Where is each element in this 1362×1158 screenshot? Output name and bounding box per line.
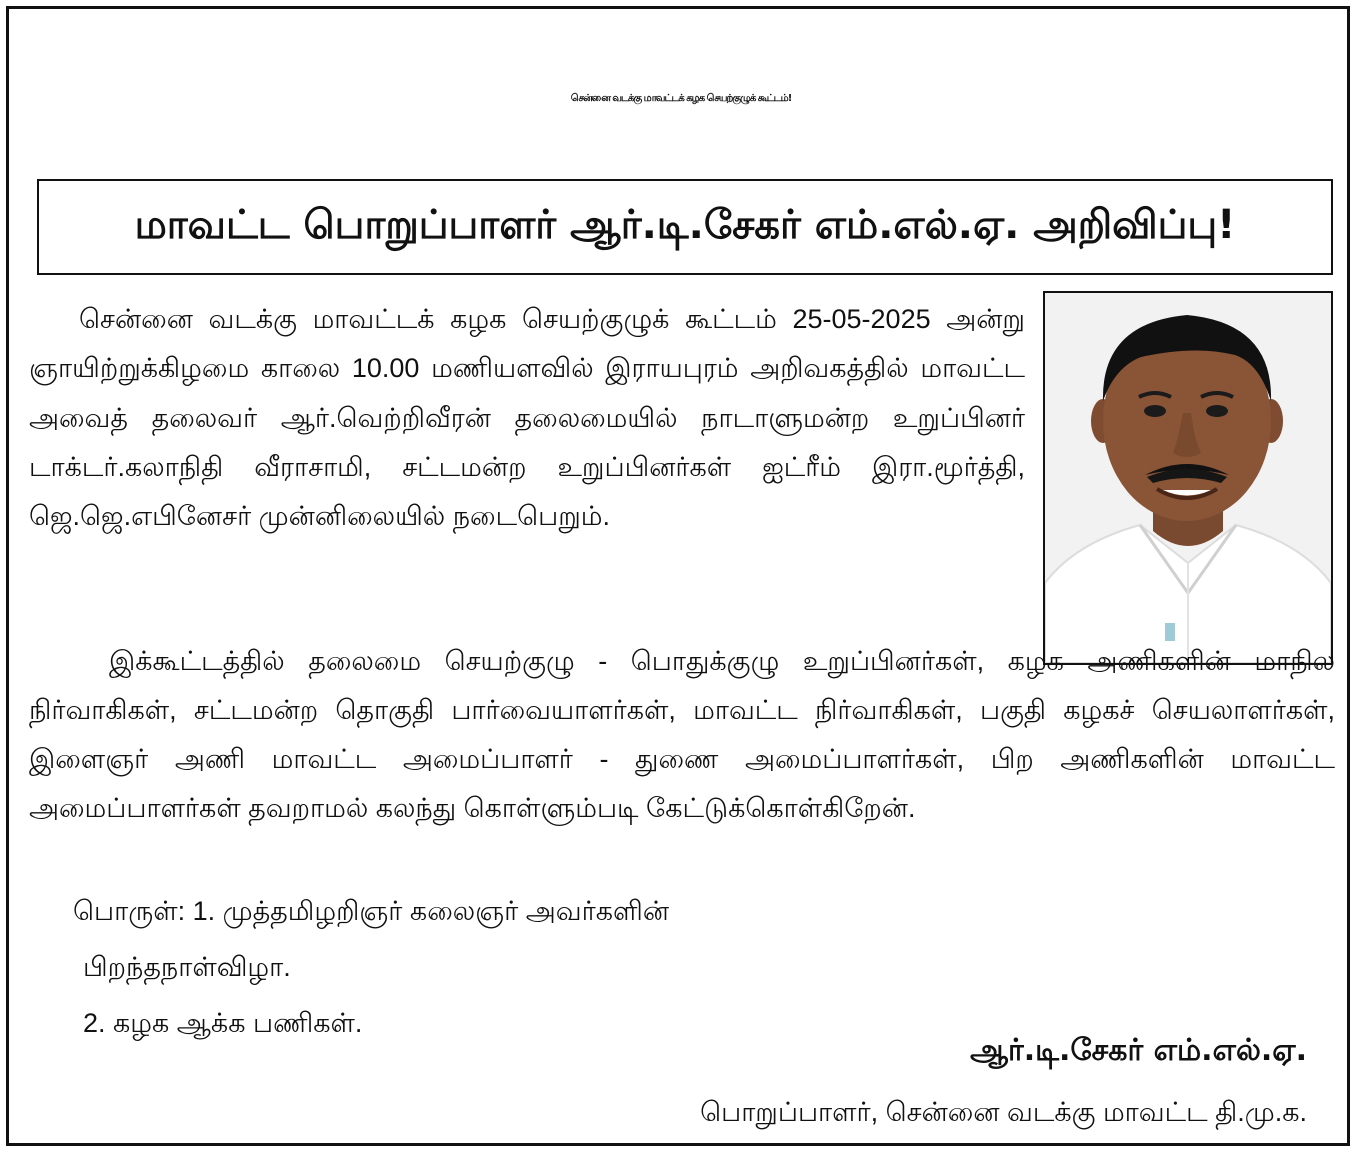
- notice-frame: [6, 6, 1350, 1146]
- signatory-name: ஆர்.டி.சேகர் எம்.எல்.ஏ.: [970, 1033, 1307, 1068]
- announcement-paragraph-1: [29, 295, 1025, 541]
- agenda-line-2: பிறந்தநாள்விழா.: [83, 952, 291, 982]
- agenda-block: [73, 883, 669, 1051]
- agenda-line-1: பொருள்: 1. முத்தமிழறிஞர் கலைஞர் அவர்களின்: [73, 896, 670, 926]
- agenda-line-3: 2. கழக ஆக்க பணிகள்.: [83, 1008, 363, 1038]
- subheadline: மாவட்ட பொறுப்பாளர் ஆர்.டி.சேகர் எம்.எல்.ஏ. அறிவிப்பு!: [134, 201, 1236, 248]
- paragraph-2-text: இக்கூட்டத்தில் தலைமை செயற்குழு - பொதுக்குழு உறுப்பினர்கள், கழக அணிகளின் மாநில நிர்வாகிகள், சட்டமன்ற தொகுதி பார்வையாளர்கள், மாவட்ட நிர்வாகிகள், பகுதி கழகச் செயலாளர்கள், இளைஞர் அணி மாவட்ட அமைப்பாளர் - துணை அமைப்பாளர்கள், பிற அணிகளின் மாவட்ட அமைப்பாளர்கள் தவறாமல் கலந்து கொள்ளும்படி கேட்டுக்கொள்கிறேன்.: [29, 646, 1335, 823]
- signatory-designation: பொறுப்பாளர், சென்னை வடக்கு மாவட்ட தி.மு.க.: [700, 1097, 1307, 1127]
- subheadline-box: [37, 179, 1333, 275]
- announcement-paragraph-2: [29, 637, 1335, 833]
- portrait-photo: [1043, 291, 1333, 665]
- paragraph-1-text: சென்னை வடக்கு மாவட்டக் கழக செயற்குழுக் கூட்டம் 25-05-2025 அன்று ஞாயிற்றுக்கிழமை காலை 10.00 மணியளவில் இராயபுரம் அறிவகத்தில் மாவட்ட அவைத் தலைவர் ஆர்.வெற்றிவீரன் தலைமையில் நாடாளுமன்ற உறுப்பினர் டாக்டர்.கலாநிதி வீராசாமி, சட்டமன்ற உறுப்பினர்கள் ஐட்ரீம் இரா.மூர்த்தி, ஜெ.ஜெ.எபினேசர் முன்னிலையில் நடைபெறும்.: [29, 304, 1025, 532]
- headline: சென்னை வடக்கு மாவட்டக் கழக செயற்குழுக் கூட்டம்!: [570, 93, 792, 104]
